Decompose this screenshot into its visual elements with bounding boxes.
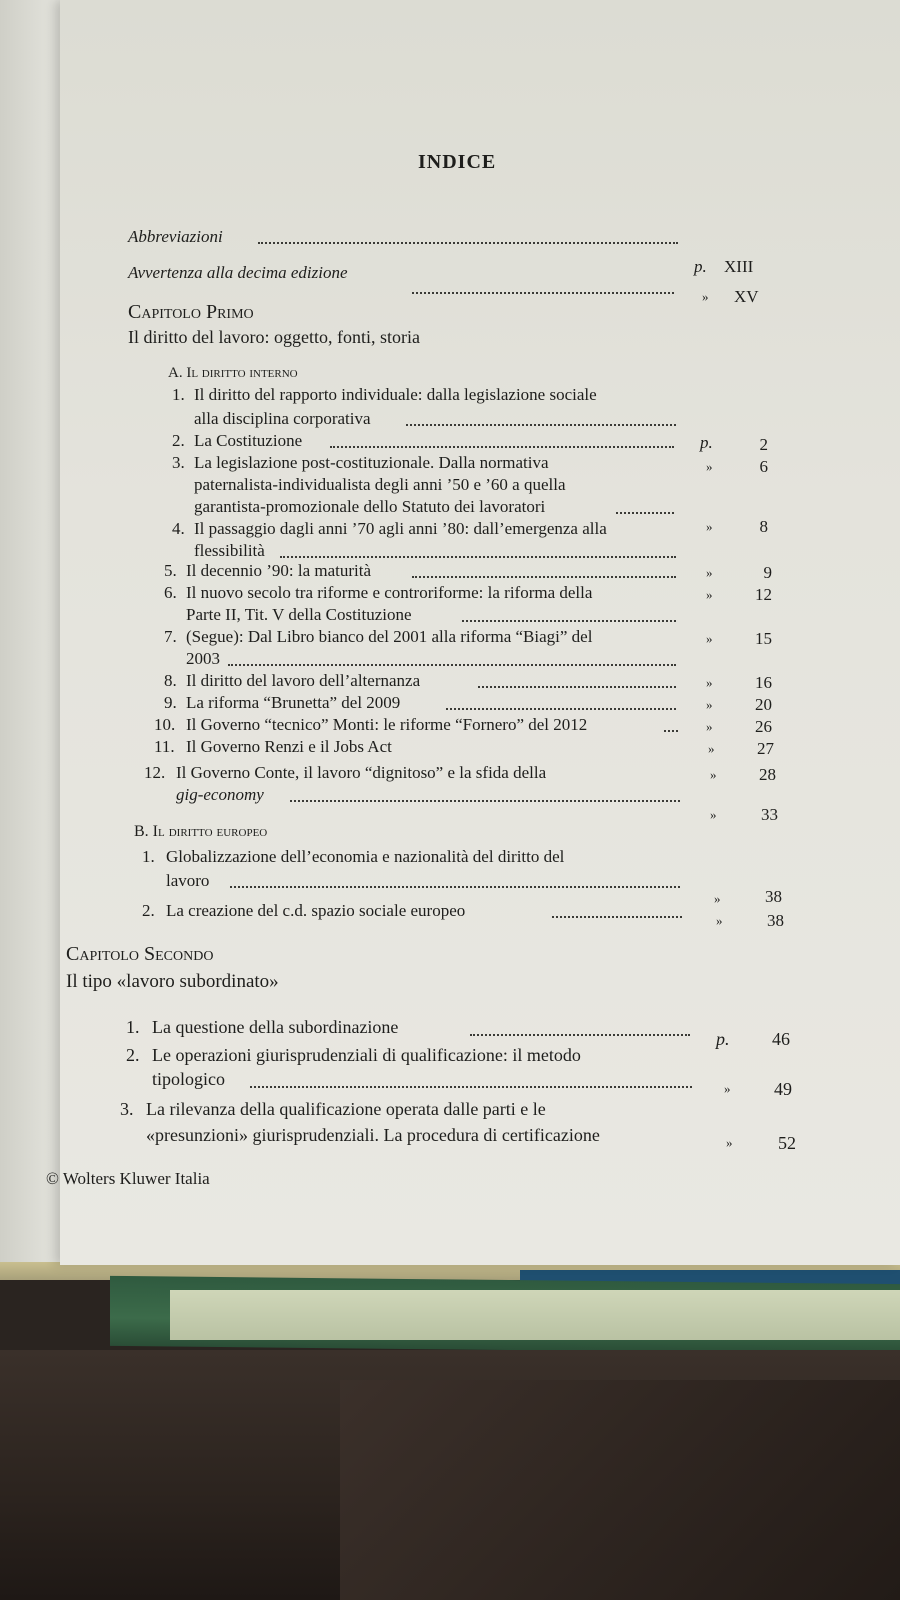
- toc-entry-number: 3.: [120, 1099, 134, 1119]
- toc-entry-line: Le operazioni giurisprudenziali di qualificazione: il metodo: [152, 1045, 581, 1065]
- toc-entry-line: alla disciplina corporativa: [194, 409, 371, 428]
- toc-entry-number: 1.: [126, 1017, 140, 1037]
- section-heading: B. Il diritto europeo: [134, 823, 268, 840]
- toc-entry-number: 2.: [126, 1045, 140, 1065]
- toc-entry-line: tipologico: [152, 1069, 225, 1089]
- toc-entry-number: 1.: [172, 385, 185, 404]
- dot-leader: [664, 730, 678, 732]
- ditto-mark: »: [710, 807, 717, 822]
- ditto-mark: »: [706, 631, 713, 646]
- page-number: 20: [755, 695, 772, 714]
- dot-leader: [280, 556, 676, 558]
- ditto-mark: »: [706, 565, 713, 580]
- page-number: 16: [755, 673, 772, 692]
- ditto-mark: »: [706, 519, 713, 534]
- toc-entry-line: Il nuovo secolo tra riforme e controriforme: la riforma della: [186, 583, 593, 602]
- toc-entry-line: gig-economy: [176, 785, 264, 804]
- ditto-mark: »: [714, 891, 721, 906]
- ditto-mark: »: [716, 913, 723, 928]
- ditto-mark: »: [706, 719, 713, 734]
- publisher-footer: © Wolters Kluwer Italia: [46, 1169, 210, 1188]
- dot-leader: [228, 664, 676, 666]
- toc-entry-number: 4.: [172, 519, 185, 538]
- page-number: 33: [761, 805, 778, 824]
- toc-entry-line: La Costituzione: [194, 431, 303, 450]
- page-number: 52: [778, 1133, 796, 1153]
- toc-entry-number: 12.: [144, 763, 166, 782]
- ditto-mark: »: [702, 289, 709, 304]
- ditto-mark: »: [706, 675, 713, 690]
- toc-entry-line: Il diritto del rapporto individuale: dalla legislazione sociale: [194, 385, 597, 404]
- toc-entry-line: Il passaggio dagli anni ’70 agli anni ’80: dall’emergenza alla: [194, 519, 607, 538]
- toc-entry-line: (Segue): Dal Libro bianco del 2001 alla riforma “Biagi” del: [186, 627, 593, 646]
- toc-avvertenza: Avvertenza alla decima edizione: [128, 263, 348, 282]
- toc-entry-line: Il diritto del lavoro dell’alternanza: [186, 671, 421, 690]
- toc-entry-number: 3.: [172, 453, 185, 472]
- toc-entry-number: 8.: [164, 671, 177, 690]
- toc-entry-line: Il Governo Renzi e il Jobs Act: [186, 737, 392, 756]
- page-label: p.: [716, 1029, 730, 1049]
- background-box: [340, 1380, 900, 1600]
- dot-leader: [470, 1034, 690, 1036]
- page-number: 49: [774, 1079, 792, 1099]
- toc-entry-line: flessibilità: [194, 541, 265, 560]
- toc-entry-line: Il Governo “tecnico” Monti: le riforme “Fornero” del 2012: [186, 715, 588, 734]
- page-number: 15: [755, 629, 772, 648]
- toc-entry-number: 11.: [154, 737, 175, 756]
- toc-entry-line: Il Governo Conte, il lavoro “dignitoso” e la sfida della: [176, 763, 547, 782]
- toc-entry-number: 7.: [164, 627, 177, 646]
- toc-entry-line: lavoro: [166, 871, 210, 890]
- ditto-mark: »: [706, 459, 713, 474]
- toc-entry-line: paternalista-individualista degli anni ’50 e ’60 a quella: [194, 475, 566, 494]
- ditto-mark: »: [708, 741, 715, 756]
- page-title: INDICE: [418, 151, 497, 173]
- page-label: p.: [700, 433, 713, 452]
- dot-leader: [616, 512, 674, 514]
- toc-entry-line: Parte II, Tit. V della Costituzione: [186, 605, 412, 624]
- page-number: 8: [759, 517, 768, 536]
- page-number: 27: [757, 739, 774, 758]
- toc-entry-line: Globalizzazione dell’economia e nazionalità del diritto del: [166, 847, 565, 866]
- dot-leader: [478, 686, 676, 688]
- ditto-mark: »: [706, 587, 713, 602]
- page-number: 38: [767, 911, 784, 930]
- section-heading: A. Il diritto interno: [168, 365, 298, 381]
- chapter-heading: Capitolo Secondo: [66, 943, 214, 965]
- dot-leader: [412, 576, 676, 578]
- page-label: p.: [694, 257, 707, 276]
- toc-entry-line: La creazione del c.d. spazio sociale europeo: [166, 901, 466, 920]
- dot-leader: [462, 620, 676, 622]
- page-number: 12: [755, 585, 772, 604]
- dot-leader: [412, 292, 674, 294]
- page-number: 46: [772, 1029, 790, 1049]
- page-number: 9: [763, 563, 772, 582]
- toc-entry-number: 6.: [164, 583, 177, 602]
- book-cream-cover: [170, 1290, 900, 1340]
- dot-leader: [446, 708, 676, 710]
- chapter-subtitle: Il diritto del lavoro: oggetto, fonti, storia: [128, 327, 420, 347]
- toc-entry-line: La rilevanza della qualificazione operata dalle parti e le: [146, 1099, 546, 1119]
- chapter-subtitle: Il tipo «lavoro subordinato»: [66, 971, 279, 992]
- chapter-heading: Capitolo Primo: [128, 301, 254, 323]
- toc-entry-line: Il decennio ’90: la maturità: [186, 561, 372, 580]
- toc-entry-line: garantista-promozionale dello Statuto dei lavoratori: [194, 497, 546, 516]
- dot-leader: [330, 446, 674, 448]
- toc-entry-number: 5.: [164, 561, 177, 580]
- toc-entry-number: 1.: [142, 847, 155, 866]
- toc-entry-number: 2.: [142, 901, 155, 920]
- page-number: 26: [755, 717, 772, 736]
- toc-entry-line: La questione della subordinazione: [152, 1017, 399, 1037]
- page-number: 6: [759, 457, 768, 476]
- ditto-mark: »: [724, 1081, 731, 1096]
- ditto-mark: »: [706, 697, 713, 712]
- dot-leader: [230, 886, 680, 888]
- dot-leader: [552, 916, 682, 918]
- page-number: 2: [759, 435, 768, 454]
- page-number: 28: [759, 765, 776, 784]
- ditto-mark: »: [726, 1135, 733, 1150]
- toc-entry-line: «presunzioni» giurisprudenziali. La procedura di certificazione: [146, 1125, 600, 1145]
- dot-leader: [406, 424, 676, 426]
- toc-entry-number: 10.: [154, 715, 176, 734]
- page-number: XV: [734, 287, 759, 306]
- ditto-mark: »: [710, 767, 717, 782]
- toc-entry-number: 2.: [172, 431, 185, 450]
- toc-abbreviazioni: Abbreviazioni: [128, 227, 223, 246]
- dot-leader: [250, 1086, 692, 1088]
- toc-entry-line: La riforma “Brunetta” del 2009: [186, 693, 401, 712]
- page-number: XIII: [724, 257, 754, 276]
- dot-leader: [258, 242, 678, 244]
- toc-entry-line: 2003: [186, 649, 220, 668]
- page-number: 38: [765, 887, 782, 906]
- toc-entry-line: La legislazione post-costituzionale. Dalla normativa: [194, 453, 549, 472]
- toc-entry-number: 9.: [164, 693, 177, 712]
- dot-leader: [290, 800, 680, 802]
